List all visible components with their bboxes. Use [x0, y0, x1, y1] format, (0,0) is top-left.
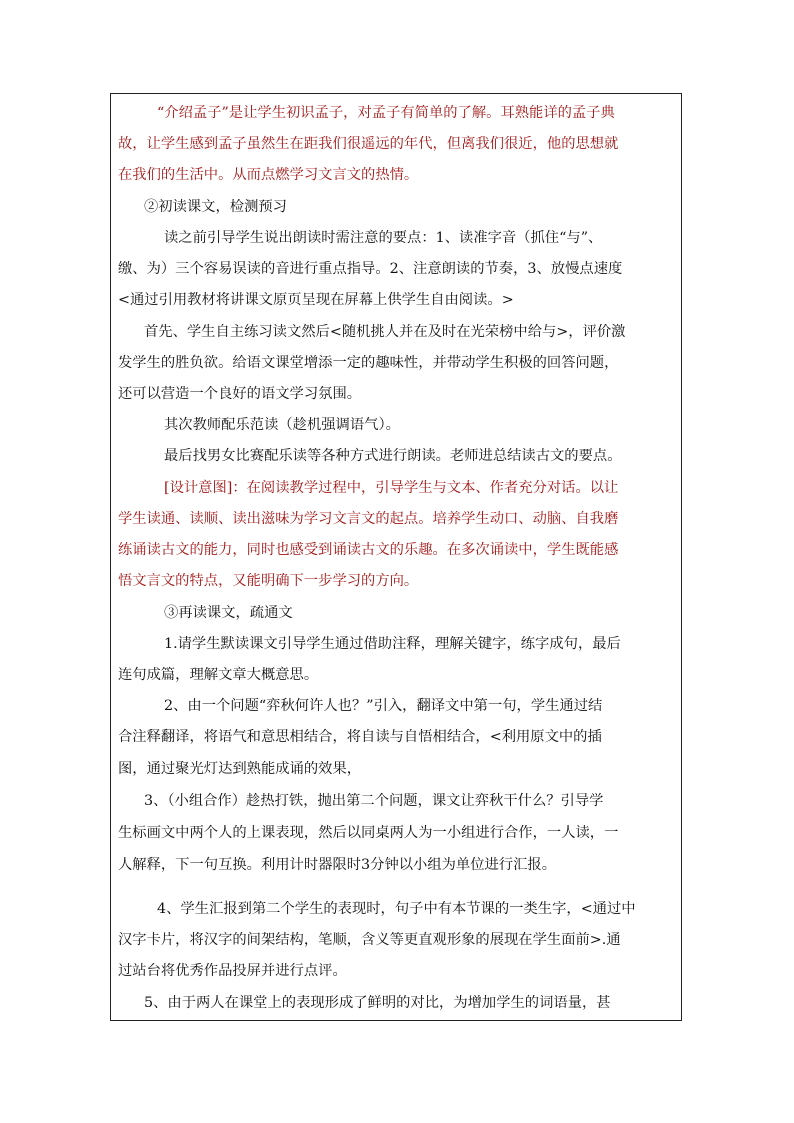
text-line-8: 首先、学生自主练习读文然后<随机挑人并在及时在光荣榜中给与>，评价激: [144, 324, 626, 340]
text-line-23: 3、（小组合作）趁热打铁，抛出第二个问题，课文让弈秋干什么？引导学: [144, 793, 604, 809]
text-line-21: 合注释翻译，将语气和意思相结合，将自读与自悟相结合，<利用原文中的插: [118, 729, 602, 745]
text-line-29: 5、由于两人在课堂上的表现形成了鲜明的对比，为增加学生的词语量，甚: [144, 995, 611, 1011]
text-line-28: 过站台将优秀作品投屏并进行点评。: [118, 963, 347, 979]
text-line-19: 连句成篇，理解文章大概意思。: [118, 667, 319, 683]
text-line-22: 图，通过聚光灯达到熟能成诵的效果，: [118, 761, 362, 777]
text-line-24: 生标画文中两个人的上课表现，然后以同桌两人为一小组进行合作，一人读，一: [118, 825, 619, 841]
design-intent-line-3: 练诵读古文的能力，同时也感受到诵读古文的乐趣。在多次诵读中，学生既能感: [118, 542, 619, 558]
text-line-11: 其次教师配乐范读（趁机强调语气）。: [164, 417, 400, 433]
text-line-18: 1.请学生默读课文引导学生通过借助注释，理解关键字，练字成句，最后: [164, 636, 621, 652]
design-intent-line-1: [设计意图]：在阅读教学过程中，引导学生与文本、作者充分对话。以让: [164, 480, 619, 496]
text-line-25: 人解释，下一句互换。利用计时器限时3分钟以小组为单位进行汇报。: [118, 857, 556, 873]
design-intent-line-4: 悟文言文的特点，又能明确下一步学习的方向。: [118, 573, 419, 589]
section-heading-second-reading: ③再读课文，疏通文: [164, 605, 293, 621]
text-line-2: 故，让学生感到孟子虽然生在距我们很遥远的年代，但离我们很近，他的思想就: [118, 136, 619, 152]
text-line-12: 最后找男女比赛配乐读等各种方式进行朗读。老师进总结读古文的要点。: [164, 448, 622, 464]
text-line-7: <通过引用教材将讲课文原页呈现在屏幕上供学生自由阅读。>: [118, 292, 514, 308]
design-intent-line-2: 学生读通、读顺、读出滋味为学习文言文的起点。培养学生动口、动脑、自我磨: [118, 511, 619, 527]
text-line-5: 读之前引导学生说出朗读时需注意的要点：1、读准字音（抓住“与”、: [164, 230, 603, 246]
text-line-10: 还可以营造一个良好的语文学习氛围。: [118, 386, 362, 402]
text-line-20: 2、由一个问题“弈秋何许人也？”引入，翻译文中第一句，学生通过结: [164, 698, 603, 714]
text-line-26: 4、学生汇报到第二个学生的表现时，句子中有本节课的一类生字，<通过中: [157, 901, 636, 917]
section-heading-first-reading: ②初读课文，检测预习: [144, 199, 287, 215]
text-line-1: “介绍孟子”是让学生初识孟子，对孟子有简单的了解。耳熟能详的孟子典: [157, 105, 615, 121]
text-line-3: 在我们的生活中。从而点燃学习文言文的热情。: [118, 167, 419, 183]
text-line-27: 汉字卡片，将汉字的间架结构，笔顺，含义等更直观形象的展现在学生面前>.通: [118, 932, 621, 948]
text-line-9: 发学生的胜负欲。给语文课堂增添一定的趣味性，并带动学生积极的回答问题，: [118, 355, 619, 371]
text-line-6: 缴、为）三个容易误读的音进行重点指导。2、注意朗读的节奏，3、放慢点速度: [118, 261, 623, 277]
